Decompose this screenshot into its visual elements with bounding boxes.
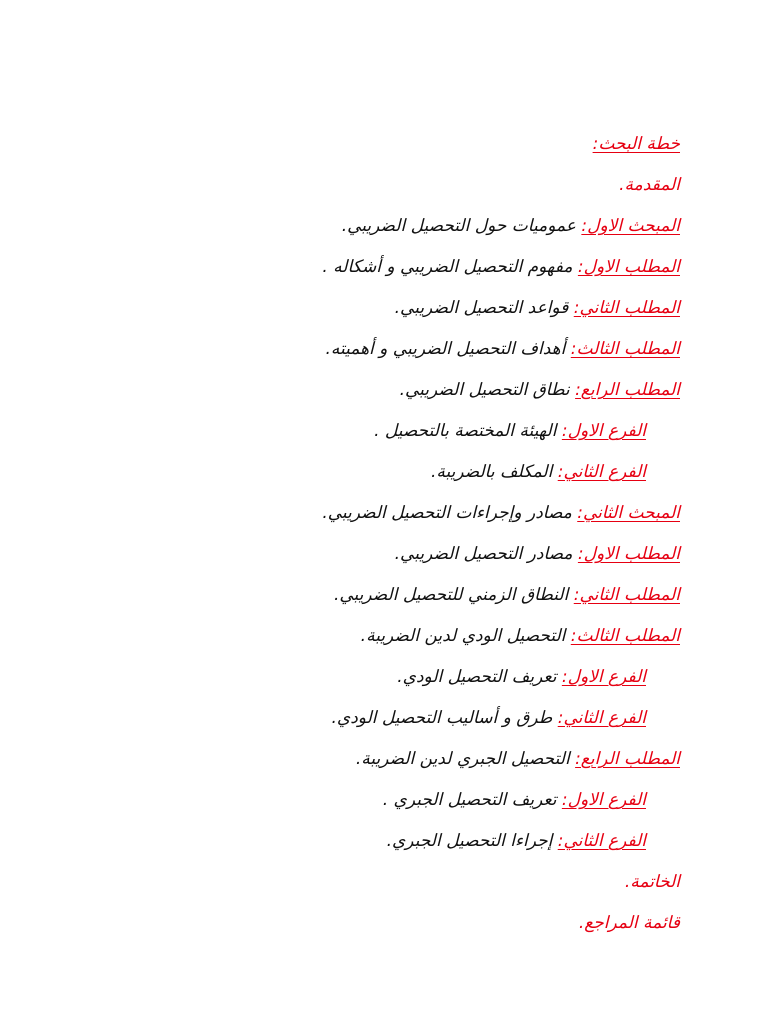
outline-text: الهيئة المختصة بالتحصيل . bbox=[374, 421, 562, 441]
outline-text: طرق و أساليب التحصيل الودي. bbox=[331, 708, 558, 728]
outline-heading: المطلب الثاني: bbox=[573, 298, 680, 318]
outline-line bbox=[0, 903, 680, 944]
research-outline bbox=[0, 124, 680, 944]
outline-line bbox=[0, 616, 680, 657]
outline-heading: الفرع الاول: bbox=[561, 790, 646, 810]
outline-heading: المبحث الاول: bbox=[581, 216, 680, 236]
outline-heading: الفرع الثاني: bbox=[557, 708, 646, 728]
outline-heading: الفرع الثاني: bbox=[557, 462, 646, 482]
outline-text: إجراءا التحصيل الجبري. bbox=[386, 831, 558, 851]
outline-line bbox=[0, 124, 680, 165]
outline-line bbox=[0, 739, 680, 780]
outline-line bbox=[0, 780, 680, 821]
outline-heading: المطلب الرابع: bbox=[575, 749, 680, 769]
outline-heading: الفرع الثاني: bbox=[557, 831, 646, 851]
outline-line bbox=[0, 411, 680, 452]
outline-text: تعريف التحصيل الودي. bbox=[397, 667, 562, 687]
outline-text: قواعد التحصيل الضريبي. bbox=[394, 298, 574, 318]
outline-line bbox=[0, 493, 680, 534]
outline-heading: المطلب الثالث: bbox=[570, 339, 680, 359]
outline-heading: المقدمة. bbox=[619, 175, 680, 195]
outline-heading: المطلب الاول: bbox=[577, 544, 680, 564]
outline-text: تعريف التحصيل الجبري . bbox=[382, 790, 562, 810]
outline-line bbox=[0, 534, 680, 575]
outline-line bbox=[0, 575, 680, 616]
outline-line bbox=[0, 329, 680, 370]
outline-text: التحصيل الجبري لدين الضريبة. bbox=[355, 749, 576, 769]
outline-line bbox=[0, 657, 680, 698]
outline-heading: المطلب الثاني: bbox=[573, 585, 680, 605]
outline-line bbox=[0, 206, 680, 247]
outline-text: أهداف التحصيل الضريبي و أهميته. bbox=[325, 339, 571, 359]
outline-heading: المطلب الاول: bbox=[577, 257, 680, 277]
outline-line bbox=[0, 370, 680, 411]
outline-line bbox=[0, 288, 680, 329]
outline-heading: المبحث الثاني: bbox=[577, 503, 680, 523]
outline-text: مفهوم التحصيل الضريبي و أشكاله . bbox=[322, 257, 578, 277]
outline-text: التحصيل الودي لدين الضريبة. bbox=[360, 626, 571, 646]
outline-heading: الخاتمة. bbox=[624, 872, 680, 892]
outline-heading: قائمة المراجع. bbox=[578, 913, 680, 933]
outline-text: المكلف بالضريبة. bbox=[430, 462, 558, 482]
outline-heading: الفرع الاول: bbox=[561, 421, 646, 441]
outline-heading: خطة البحث: bbox=[592, 134, 680, 154]
outline-text: مصادر التحصيل الضريبي. bbox=[394, 544, 578, 564]
outline-line bbox=[0, 821, 680, 862]
outline-text: نطاق التحصيل الضريبي. bbox=[399, 380, 576, 400]
outline-line bbox=[0, 165, 680, 206]
outline-line bbox=[0, 247, 680, 288]
outline-line bbox=[0, 452, 680, 493]
outline-text: النطاق الزمني للتحصيل الضريبي. bbox=[333, 585, 574, 605]
outline-line bbox=[0, 698, 680, 739]
outline-heading: المطلب الثالث: bbox=[570, 626, 680, 646]
outline-line bbox=[0, 862, 680, 903]
outline-heading: الفرع الاول: bbox=[561, 667, 646, 687]
outline-heading: المطلب الرابع: bbox=[575, 380, 680, 400]
outline-text: عموميات حول التحصيل الضريبي. bbox=[341, 216, 582, 236]
outline-text: مصادر وإجراءات التحصيل الضريبي. bbox=[322, 503, 578, 523]
